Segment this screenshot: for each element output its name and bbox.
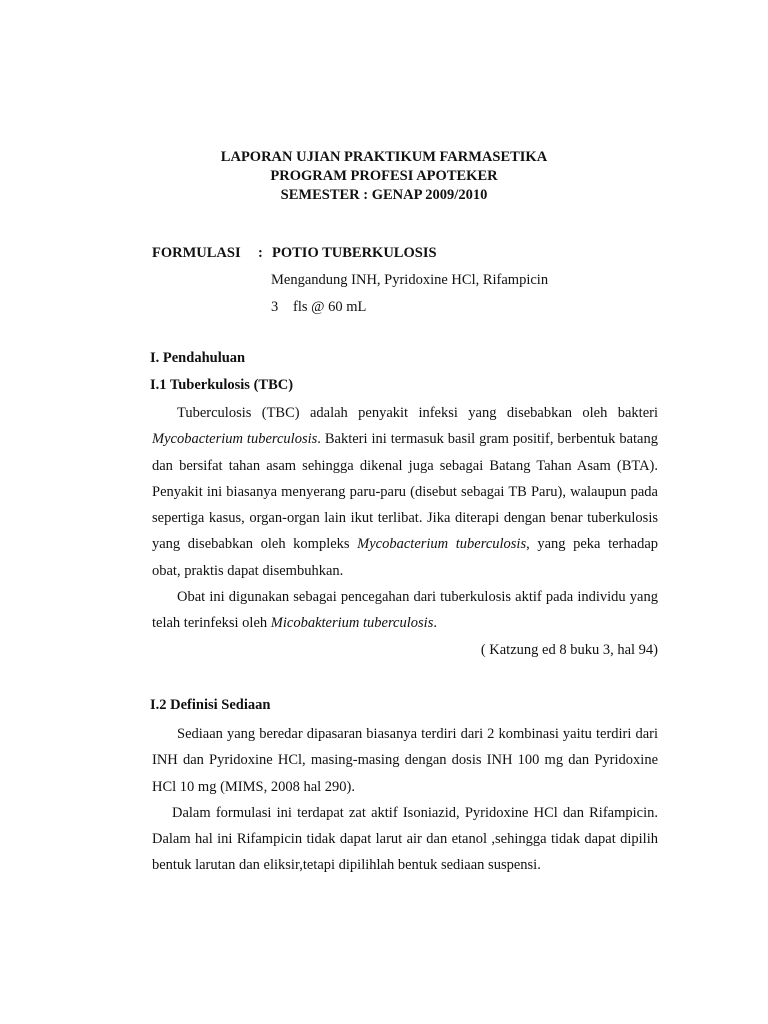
header-title: LAPORAN UJIAN PRAKTIKUM FARMASETIKA: [220, 149, 548, 165]
formulasi-label: FORMULASI: [152, 245, 241, 261]
section1-body: [152, 400, 658, 663]
formulasi-row: [152, 245, 437, 262]
section-heading-pendahuluan: I. Pendahuluan: [150, 350, 246, 366]
subsection-heading-tbc: I.1 Tuberkulosis (TBC): [150, 377, 294, 393]
paragraph-formulation-choice: Dalam formulasi ini terdapat zat aktif Isoniazid, Pyridoxine HCl dan Rifampicin. Dalam hal ini Rifampicin tidak dapat larut air dan etanol ,sehingga tidak dapat dipilih bentuk larutan dan eliksir,tetapi dipilihlah bentuk sediaan suspensi.: [152, 804, 658, 874]
paragraph-tbc-definition: Tuberculosis (TBC) adalah penyakit infeksi yang disebabkan oleh bakteri Mycobacterium tuberculosis. Bakteri ini termasuk basil gram positif, berbentuk batang dan bersifat tahan asam sehingga dikenal juga sebagai Batang Tahan Asam (BTA). Penyakit ini biasanya menyerang paru-paru (disebut sebagai TB Paru), walaupun pada sepertiga kasus, organ-organ lain ikut terlibat. Jika diterapi dengan benar tuberkulosis yang disebabkan oleh kompleks Mycobacterium tuberculosis, yang peka terhadap obat, praktis dapat disembuhkan.: [152, 405, 658, 579]
paragraph-sediaan-market: Sediaan yang beredar dipasaran biasanya terdiri dari 2 kombinasi yaitu terdiri dari INH dan Pyridoxine HCl, masing-masing dengan dosis INH 100 mg dan Pyridoxine HCl 10 mg (MIMS, 2008 hal 290).: [152, 726, 658, 795]
formulasi-contents: Mengandung INH, Pyridoxine HCl, Rifampicin: [271, 272, 549, 288]
header-semester: SEMESTER : GENAP 2009/2010: [280, 187, 488, 203]
formulasi-value: POTIO TUBERKULOSIS: [272, 245, 437, 261]
formulasi-separator: :: [258, 245, 263, 261]
header-program: PROGRAM PROFESI APOTEKER: [270, 168, 498, 184]
section-heading-definisi-sediaan: I.2 Definisi Sediaan: [150, 697, 271, 713]
reference-citation: ( Katzung ed 8 buku 3, hal 94): [480, 641, 658, 658]
quantity-text: fls @ 60 mL: [293, 299, 367, 315]
formulasi-quantity: [271, 299, 366, 316]
quantity-number: 3: [271, 299, 279, 315]
paragraph-drug-usage: Obat ini digunakan sebagai pencegahan dari tuberkulosis aktif pada individu yang telah terinfeksi oleh Micobakterium tuberculosis.: [152, 589, 658, 632]
report-header: [0, 148, 768, 205]
section2-body: [152, 721, 658, 879]
